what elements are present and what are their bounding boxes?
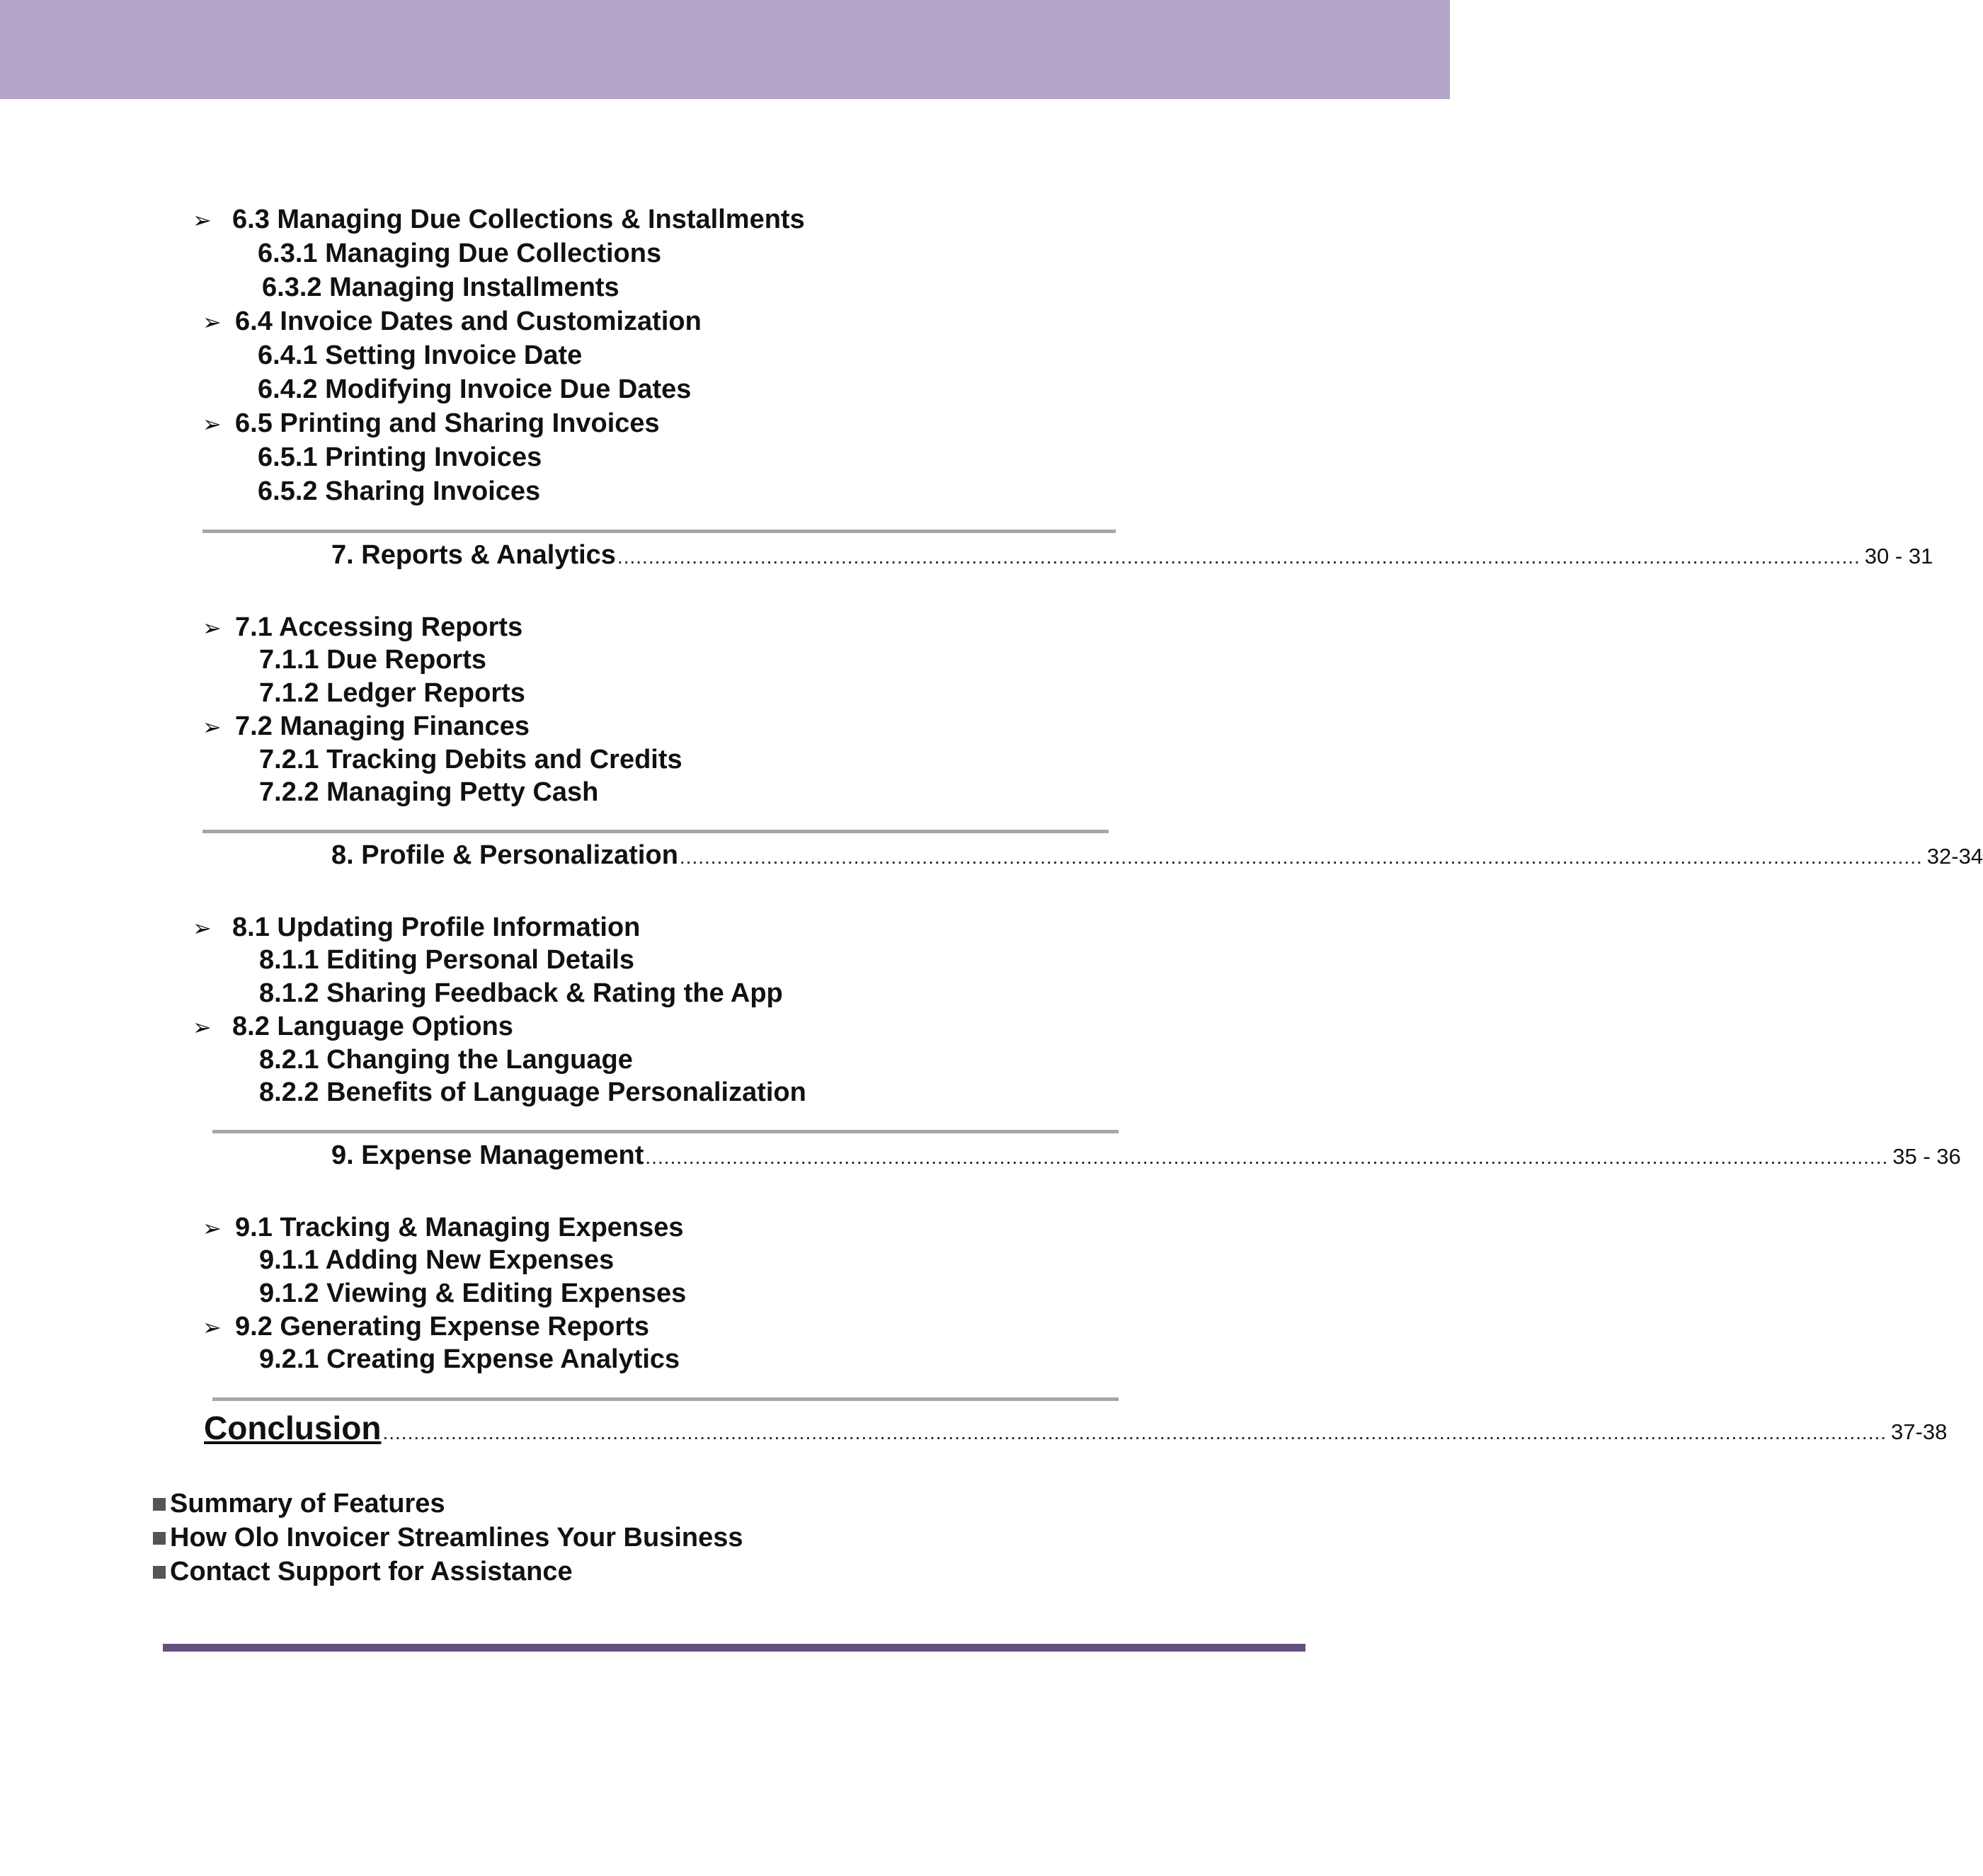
section-divider (212, 1130, 1119, 1133)
toc-chapter-9[interactable] (331, 1140, 1961, 1171)
toc-item-6-3-2[interactable]: 6.3.2 Managing Installments (262, 273, 619, 302)
page-range: 32-34 (1926, 844, 1983, 869)
section-divider (202, 830, 1109, 833)
toc-item-8-2-1[interactable]: 8.2.1 Changing the Language (259, 1045, 633, 1075)
arrow-bullet-icon: ➢ (202, 1216, 222, 1241)
toc-section-7-2[interactable]: ➢ 7.2 Managing Finances (202, 710, 530, 743)
page-range: 37-38 (1891, 1419, 1948, 1444)
arrow-bullet-icon: ➢ (193, 1014, 212, 1040)
toc-item-7-2-2[interactable]: 7.2.2 Managing Petty Cash (259, 777, 599, 807)
toc-item-9-1-1[interactable]: 9.1.1 Adding New Expenses (259, 1245, 615, 1275)
header-band (0, 0, 1450, 99)
chapter-title: 9. Expense Management (331, 1140, 644, 1170)
toc-item-9-2-1[interactable]: 9.2.1 Creating Expense Analytics (259, 1344, 680, 1374)
arrow-bullet-icon: ➢ (202, 1315, 222, 1340)
toc-conclusion[interactable] (204, 1409, 1948, 1447)
toc-section-9-1[interactable]: ➢ 9.1 Tracking & Managing Expenses (202, 1211, 684, 1245)
toc-section-9-2[interactable]: ➢ 9.2 Generating Expense Reports (202, 1310, 649, 1344)
footer-bar (163, 1644, 1305, 1652)
arrow-bullet-icon: ➢ (202, 615, 222, 641)
page-range: 35 - 36 (1892, 1144, 1961, 1169)
section-divider (212, 1397, 1119, 1401)
page-range: 30 - 31 (1864, 544, 1933, 568)
toc-item-6-5-1[interactable]: 6.5.1 Printing Invoices (258, 442, 542, 472)
dot-leader: .................................................................................................................................................................................................................................................. (382, 1422, 1887, 1443)
arrow-bullet-icon: ➢ (202, 714, 222, 740)
toc-section-6-3[interactable]: ➢ 6.3 Managing Due Collections & Installments (193, 203, 805, 236)
chapter-title: 8. Profile & Personalization (331, 840, 678, 870)
arrow-bullet-icon: ➢ (202, 411, 222, 437)
dot-leader: ........................................................................................................................................................................................................ (679, 846, 1923, 868)
dot-leader: ........................................................................................................................................................................................................ (617, 546, 1861, 568)
toc-item-8-1-1[interactable]: 8.1.1 Editing Personal Details (259, 945, 635, 975)
toc-section-8-2[interactable]: ➢ 8.2 Language Options (193, 1010, 513, 1043)
square-bullet-icon (153, 1498, 166, 1511)
toc-item-7-2-1[interactable]: 7.2.1 Tracking Debits and Credits (259, 745, 682, 774)
toc-conclusion-item[interactable]: Summary of Features (153, 1487, 445, 1520)
chapter-title: 7. Reports & Analytics (331, 540, 616, 570)
toc-chapter-7[interactable] (331, 540, 1933, 571)
toc-section-8-1[interactable]: ➢ 8.1 Updating Profile Information (193, 911, 640, 944)
arrow-bullet-icon: ➢ (193, 207, 212, 233)
arrow-bullet-icon: ➢ (202, 309, 222, 335)
square-bullet-icon (153, 1566, 166, 1579)
square-bullet-icon (153, 1532, 166, 1545)
toc-item-6-4-1[interactable]: 6.4.1 Setting Invoice Date (258, 341, 583, 370)
toc-chapter-8[interactable] (331, 840, 1983, 871)
dot-leader: ........................................................................................................................................................................................................ (645, 1146, 1889, 1168)
toc-item-6-3-1[interactable]: 6.3.1 Managing Due Collections (258, 239, 662, 268)
toc-item-8-2-2[interactable]: 8.2.2 Benefits of Language Personalization (259, 1077, 806, 1107)
toc-conclusion-item[interactable]: Contact Support for Assistance (153, 1555, 573, 1588)
toc-item-7-1-2[interactable]: 7.1.2 Ledger Reports (259, 678, 525, 708)
arrow-bullet-icon: ➢ (193, 915, 212, 941)
section-divider (202, 530, 1116, 533)
toc-item-9-1-2[interactable]: 9.1.2 Viewing & Editing Expenses (259, 1279, 687, 1308)
toc-section-6-5[interactable]: ➢ 6.5 Printing and Sharing Invoices (202, 407, 660, 440)
toc-section-7-1[interactable]: ➢ 7.1 Accessing Reports (202, 611, 522, 644)
toc-item-6-4-2[interactable]: 6.4.2 Modifying Invoice Due Dates (258, 374, 692, 404)
toc-section-6-4[interactable]: ➢ 6.4 Invoice Dates and Customization (202, 305, 702, 338)
toc-item-6-5-2[interactable]: 6.5.2 Sharing Invoices (258, 476, 541, 506)
conclusion-title: Conclusion (204, 1409, 382, 1446)
toc-item-8-1-2[interactable]: 8.1.2 Sharing Feedback & Rating the App (259, 978, 783, 1008)
toc-item-7-1-1[interactable]: 7.1.1 Due Reports (259, 645, 486, 675)
toc-conclusion-item[interactable]: How Olo Invoicer Streamlines Your Business (153, 1521, 743, 1554)
